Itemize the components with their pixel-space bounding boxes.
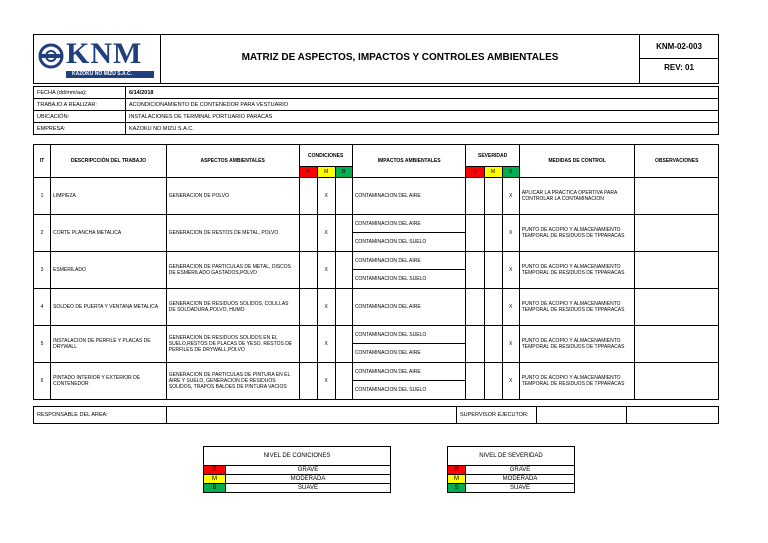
row-observation[interactable] bbox=[635, 363, 719, 400]
row-sev-mark: X bbox=[502, 252, 519, 289]
signature-table bbox=[33, 406, 719, 424]
legend-conditions bbox=[203, 446, 391, 493]
col-it: IT bbox=[34, 145, 51, 178]
row-impact: CONTAMINACION DEL AIRE bbox=[352, 215, 466, 233]
row-aspect: GENERACION DE RESIDUOS SOLIDOS EN EL SUELO,RESTOS DE PLACAS DE YESO, RESTOS DE PERFILES DE DRYWALL,POLVO bbox=[166, 326, 299, 363]
info-label: EMPRESA: bbox=[34, 123, 126, 135]
legend-label: MODERADA bbox=[466, 475, 575, 484]
table-row bbox=[34, 252, 719, 270]
responsable-label: RESPONSABLE DEL AREA: bbox=[34, 407, 167, 424]
row-observation[interactable] bbox=[635, 178, 719, 215]
row-sev-mark: X bbox=[502, 289, 519, 326]
row-sev-mark: X bbox=[502, 363, 519, 400]
row-impact: CONTAMINACION DEL AIRE bbox=[352, 344, 466, 363]
header-row bbox=[34, 145, 719, 167]
row-description: ESMERILADO bbox=[51, 252, 167, 289]
row-impact: CONTAMINACION DEL SUELO bbox=[352, 270, 466, 289]
row-description: SOLDEO DE PUERTA Y VENTANA METALICA bbox=[51, 289, 167, 326]
col-severity: SEVERIDAD bbox=[466, 145, 519, 167]
table-row bbox=[34, 363, 719, 381]
row-impact: CONTAMINACION DEL AIRE bbox=[352, 363, 466, 381]
row-measure: PUNTO DE ACOPIO Y ALMACENAMIENTO TEMPORAL DE RESIDUOS DE TPPARACAS bbox=[519, 252, 635, 289]
row-it: 2 bbox=[34, 215, 51, 252]
page-title: MATRIZ DE ASPECTOS, IMPACTOS Y CONTROLES AMBIENTALES bbox=[241, 52, 559, 63]
row-it: 1 bbox=[34, 178, 51, 215]
row-sev-mark: X bbox=[502, 178, 519, 215]
row-aspect: GENERACION DE PARTICULAS DE PINTURA EN EL AIRE Y SUELO, GENERACION DE RESIDUOS SOLIDOS, TRAPOS BALDES DE PINTURA VACIOS bbox=[166, 363, 299, 400]
row-description: PINTADO INTERIOR Y EXTERIOR DE CONTENEDOR bbox=[51, 363, 167, 400]
legend-code: B bbox=[204, 484, 226, 493]
row-description: CORTE PLANCHA METALICA bbox=[51, 215, 167, 252]
row-impact: CONTAMINACION DEL AIRE bbox=[352, 178, 466, 215]
table-row bbox=[34, 178, 719, 215]
row-sev-mark: X bbox=[502, 215, 519, 252]
legend-label: MODERADA bbox=[226, 475, 391, 484]
row-impact: CONTAMINACION DEL AIRE bbox=[352, 252, 466, 270]
row-cond-mark: X bbox=[317, 178, 335, 215]
table-row bbox=[34, 289, 719, 326]
info-value: KAZOKU NO MIZU S.A.C. bbox=[126, 123, 719, 135]
sev-m-header: M bbox=[484, 167, 502, 178]
row-impact: CONTAMINACION DEL SUELO bbox=[352, 233, 466, 252]
info-label: UBICACIÓN: bbox=[34, 111, 126, 123]
legend-label: GRAVE bbox=[226, 466, 391, 475]
legend-label: GRAVE bbox=[466, 466, 575, 475]
document-code: KNM-02-003 bbox=[656, 42, 702, 51]
legend-code: M bbox=[448, 475, 466, 484]
row-observation[interactable] bbox=[635, 252, 719, 289]
col-conditions: CONDICIONES bbox=[299, 145, 352, 167]
row-impact: CONTAMINACION DEL AIRE bbox=[352, 289, 466, 326]
row-aspect: GENERACION DE RESIDUOS SOLIDOS, COLILLAS DE SOLDADURA,POLVO, HUMO bbox=[166, 289, 299, 326]
row-it: 4 bbox=[34, 289, 51, 326]
row-description: LIMPIEZA bbox=[51, 178, 167, 215]
legend-code: R bbox=[448, 466, 466, 475]
legend-label: SUAVE bbox=[226, 484, 391, 493]
row-observation[interactable] bbox=[635, 215, 719, 252]
row-measure: PUNTO DE ACOPIO Y ALMACENAMIENTO TEMPORAL DE RESIDUOS DE TPPARACAS bbox=[519, 363, 635, 400]
col-measures: MEDIDAS DE CONTROL bbox=[519, 145, 635, 178]
row-aspect: GENERACION DE PARTICULAS DE METAL, DISCOS DE ESMERILADO GASTADOS,POLVO bbox=[166, 252, 299, 289]
info-value: INSTALACIONES DE TERMINAL PORTUARIO PARACAS bbox=[126, 111, 719, 123]
table-row bbox=[34, 215, 719, 233]
row-cond-mark: X bbox=[317, 363, 335, 400]
row-cond-mark: X bbox=[317, 289, 335, 326]
info-table bbox=[33, 86, 719, 135]
row-observation[interactable] bbox=[635, 326, 719, 363]
supervisor-field[interactable] bbox=[537, 407, 627, 424]
legend-severity bbox=[447, 446, 575, 493]
row-impact: CONTAMINACION DEL SUELO bbox=[352, 326, 466, 344]
row-it: 5 bbox=[34, 326, 51, 363]
row-measure: PUNTO DE ACOPIO Y ALMACENAMIENTO TEMPORAL DE RESIDUOS DE TPPARACAS bbox=[519, 215, 635, 252]
row-it: 3 bbox=[34, 252, 51, 289]
legend-code: S bbox=[448, 484, 466, 493]
info-row bbox=[34, 87, 719, 99]
logo-subtext: KAZOKU NO MIZU S.A.C. bbox=[72, 71, 132, 77]
matrix-table bbox=[33, 144, 719, 400]
responsable-field[interactable] bbox=[167, 407, 457, 424]
revision: REV: 01 bbox=[664, 63, 694, 72]
info-value: 6/14/2018 bbox=[126, 87, 719, 99]
row-impact: CONTAMINACION DEL SUELO bbox=[352, 381, 466, 400]
legend-code: M bbox=[204, 475, 226, 484]
col-aspects: ASPECTOS AMBIENTALES bbox=[166, 145, 299, 178]
blank-field bbox=[627, 407, 719, 424]
supervisor-label: SUPERVISOR EJECUTOR: bbox=[457, 407, 537, 424]
info-row bbox=[34, 99, 719, 111]
sev-r-header: R bbox=[466, 167, 484, 178]
legend-code: R bbox=[204, 466, 226, 475]
row-measure: PUNTO DE ACOPIO Y ALMACENAMIENTO TEMPORAL DE RESIDUOS DE TPPARACAS bbox=[519, 289, 635, 326]
col-impacts: IMPACTOS AMBIENTALES bbox=[352, 145, 466, 178]
row-measure: PUNTO DE ACOPIO Y ALMACENAMIENTO TEMPORAL DE RESIDUOS DE TPPARACAS bbox=[519, 326, 635, 363]
info-value: ACONDICIONAMIENTO DE CONTENEDOR PARA VESTUARIO bbox=[126, 99, 719, 111]
row-cond-mark: X bbox=[317, 252, 335, 289]
col-observations: OBSERVACIONES bbox=[635, 145, 719, 178]
table-row bbox=[34, 326, 719, 344]
info-row bbox=[34, 123, 719, 135]
row-cond-mark: X bbox=[317, 326, 335, 363]
info-row bbox=[34, 111, 719, 123]
legend-label: SUAVE bbox=[466, 484, 575, 493]
row-aspect: GENERACION DE RESTOS DE METAL, POLVO bbox=[166, 215, 299, 252]
row-description: INSTALACION DE PERFILE Y PLACAS DE DRYWALL bbox=[51, 326, 167, 363]
col-description: DESCRIPCCIÓN DEL TRABAJO bbox=[51, 145, 167, 178]
sev-s-header: S bbox=[502, 167, 519, 178]
row-measure: APLICAR LA PRACTICA OPERTIVA PARA CONTROLAR LA CONTAMINACION bbox=[519, 178, 635, 215]
cond-b-header: B bbox=[335, 167, 352, 178]
legend-severity-title: NIVEL DE SEVERIDAD bbox=[448, 447, 575, 466]
logo bbox=[38, 37, 156, 79]
row-it: 6 bbox=[34, 363, 51, 400]
logo-text: KNM bbox=[66, 37, 143, 70]
cond-r-header: R bbox=[299, 167, 317, 178]
row-aspect: GENERACION DE POLVO bbox=[166, 178, 299, 215]
row-observation[interactable] bbox=[635, 289, 719, 326]
row-sev-mark: X bbox=[502, 326, 519, 363]
info-label: TRABAJO A REALIZAR: bbox=[34, 99, 126, 111]
cond-m-header: M bbox=[317, 167, 335, 178]
row-cond-mark: X bbox=[317, 215, 335, 252]
info-label: FECHA (dd/mm/aa): bbox=[34, 87, 126, 99]
legend-conditions-title: NIVEL DE CONICIONES bbox=[204, 447, 391, 466]
